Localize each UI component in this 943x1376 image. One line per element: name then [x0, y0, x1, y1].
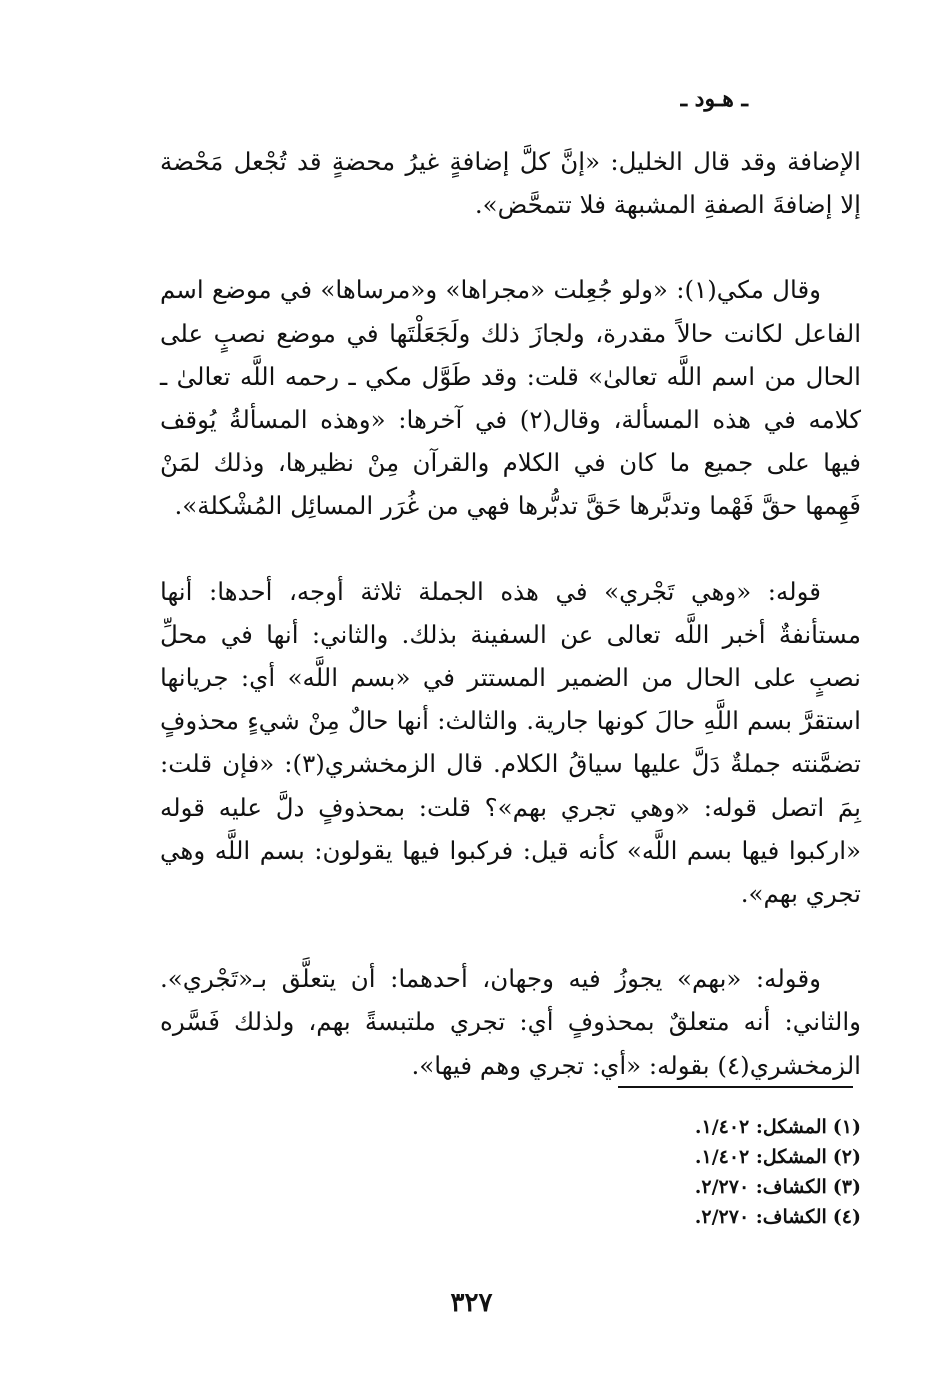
paragraph-4: وقوله: «بهم» يجوزُ فيه وجهان، أحدهما: أن يتعلَّق بـ«تَجْري». والثاني: أنه متعلقٌ بمحذوفٍ أي: تجري ملتبسةً بهم، ولذلك فَسَّره الزمخشري(٤) بقوله: «أي: تجري وهم فيها». — [160, 964, 861, 1080]
footnote-separator — [618, 1086, 853, 1088]
footnote-text: الكشاف: ٢/٢٧٠. — [694, 1206, 827, 1228]
footnote-number: (٤) — [832, 1206, 861, 1228]
paragraph-1: الإضافة وقد قال الخليل: «إنَّ كلَّ إضافةٍ غيرُ محضةٍ قد تُجْعل مَحْضة إلا إضافةَ الصفةِ المشبهة فلا تتمحَّض». — [160, 147, 861, 220]
footnote-number: (١) — [832, 1116, 861, 1138]
footnote-text: المشكل: ١/٤٠٢. — [694, 1146, 827, 1168]
footnote-text: الكشاف: ٢/٢٧٠. — [694, 1176, 827, 1198]
footnote-3 — [561, 1172, 861, 1202]
main-text — [160, 140, 861, 1129]
footnote-number: (٣) — [832, 1176, 861, 1198]
running-header: ـ هـود ـ — [680, 86, 748, 112]
footnote-1 — [561, 1112, 861, 1142]
footnotes — [561, 1112, 861, 1232]
page-number: ٣٢٧ — [450, 1288, 493, 1318]
paragraph-3: قوله: «وهي تَجْري» في هذه الجملة ثلاثة أوجه، أحدها: أنها مستأنفةٌ أخبر اللَّه تعالى عن السفينة بذلك. والثاني: أنها في محلِّ نصبٍ على الحال من الضمير المستتر في «بسم اللَّه» أي: جريانها استقرَّ بسم اللَّهِ حالَ كونها جارية. والثالث: أنها حالٌ مِنْ شيءٍ محذوفٍ تضمَّنته جملةٌ دَلَّ عليها سياقُ الكلام. قال الزمخشري(٣): «فإن قلت: بِمَ اتصل قوله: «وهي تجري بهم»؟ قلت: بمحذوفٍ دلَّ عليه قوله «اركبوا فيها بسم اللَّه» كأنه قيل: فركبوا فيها يقولون: بسم اللَّه وهي تجري بهم». — [160, 576, 862, 909]
footnote-number: (٢) — [832, 1146, 861, 1168]
footnote-2 — [561, 1142, 861, 1172]
footnote-4 — [561, 1202, 861, 1232]
paragraph-2: وقال مكي(١): «ولو جُعِلت «مجراها» و«مرساها» في موضع اسم الفاعل لكانت حالاً مقدرة، ولجازَ ذلك ولَجَعَلْتَها في موضع نصبٍ على الحال من اسم اللَّه تعالىٰ» قلت: وقد طَوَّل مكي ـ رحمه اللَّه تعالىٰ ـ كلامه في هذه المسألة، وقال(٢) في آخرها: «وهذه المسألةُ يُوقف فيها على جميع ما كان في الكلام والقرآن مِنْ نظيرها، وذلك لمَنْ فَهِمها حقَّ فَهْما وتدبَّرها حَقَّ تدبُّرها فهي من غُرَر المسائِل المُشْكلة». — [160, 275, 861, 521]
footnote-text: المشكل: ١/٤٠٢. — [694, 1116, 827, 1138]
